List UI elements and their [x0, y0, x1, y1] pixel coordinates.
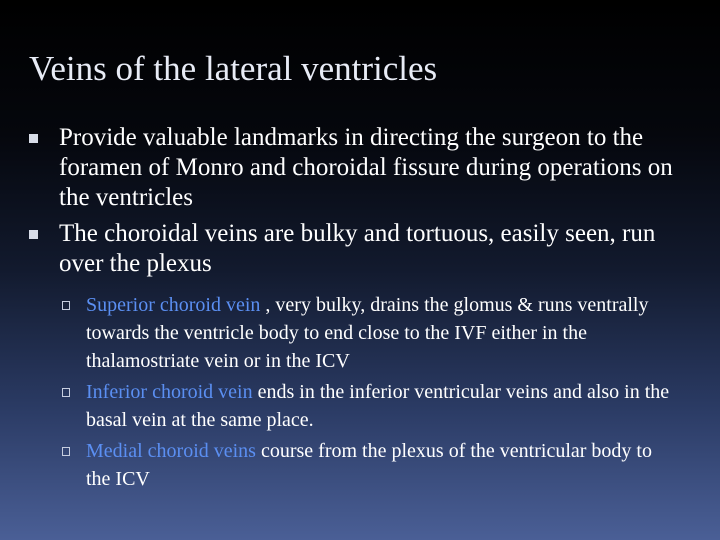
bullet-list: [0, 123, 720, 496]
hollow-square-bullet-icon: [62, 388, 70, 397]
sub-bullet-item: [0, 291, 676, 375]
sub-bullet-item: [0, 378, 676, 434]
hollow-square-bullet-icon: [62, 447, 70, 456]
sub-bullet-text: ends in the inferior ventricular veins and also in the basal vein at the same place.: [86, 381, 670, 431]
sub-bullet-text: course from the plexus of the ventricular body to the ICV: [86, 440, 652, 490]
bullet-item: [0, 123, 679, 213]
bullet-item: [0, 219, 679, 279]
square-bullet-icon: [29, 230, 38, 239]
bullet-text: Provide valuable landmarks in directing the surgeon to the foramen of Monro and choroidal fissure during operations on the ventricles: [59, 124, 673, 211]
hollow-square-bullet-icon: [62, 301, 70, 310]
sub-bullet-item: [0, 437, 676, 493]
sub-bullet-text: , very bulky, drains the glomus & runs ventrally towards the ventricle body to end close to the IVF either in the thalamostriate vein or in the ICV: [86, 294, 649, 372]
highlight-term: Superior choroid vein: [86, 294, 266, 316]
square-bullet-icon: [29, 134, 38, 143]
slide-title: Veins of the lateral ventricles: [29, 49, 438, 88]
bullet-text: The choroidal veins are bulky and tortuous, easily seen, run over the plexus: [59, 220, 656, 277]
highlight-term: Inferior choroid vein: [86, 381, 258, 403]
highlight-term: Medial choroid veins: [86, 440, 256, 462]
